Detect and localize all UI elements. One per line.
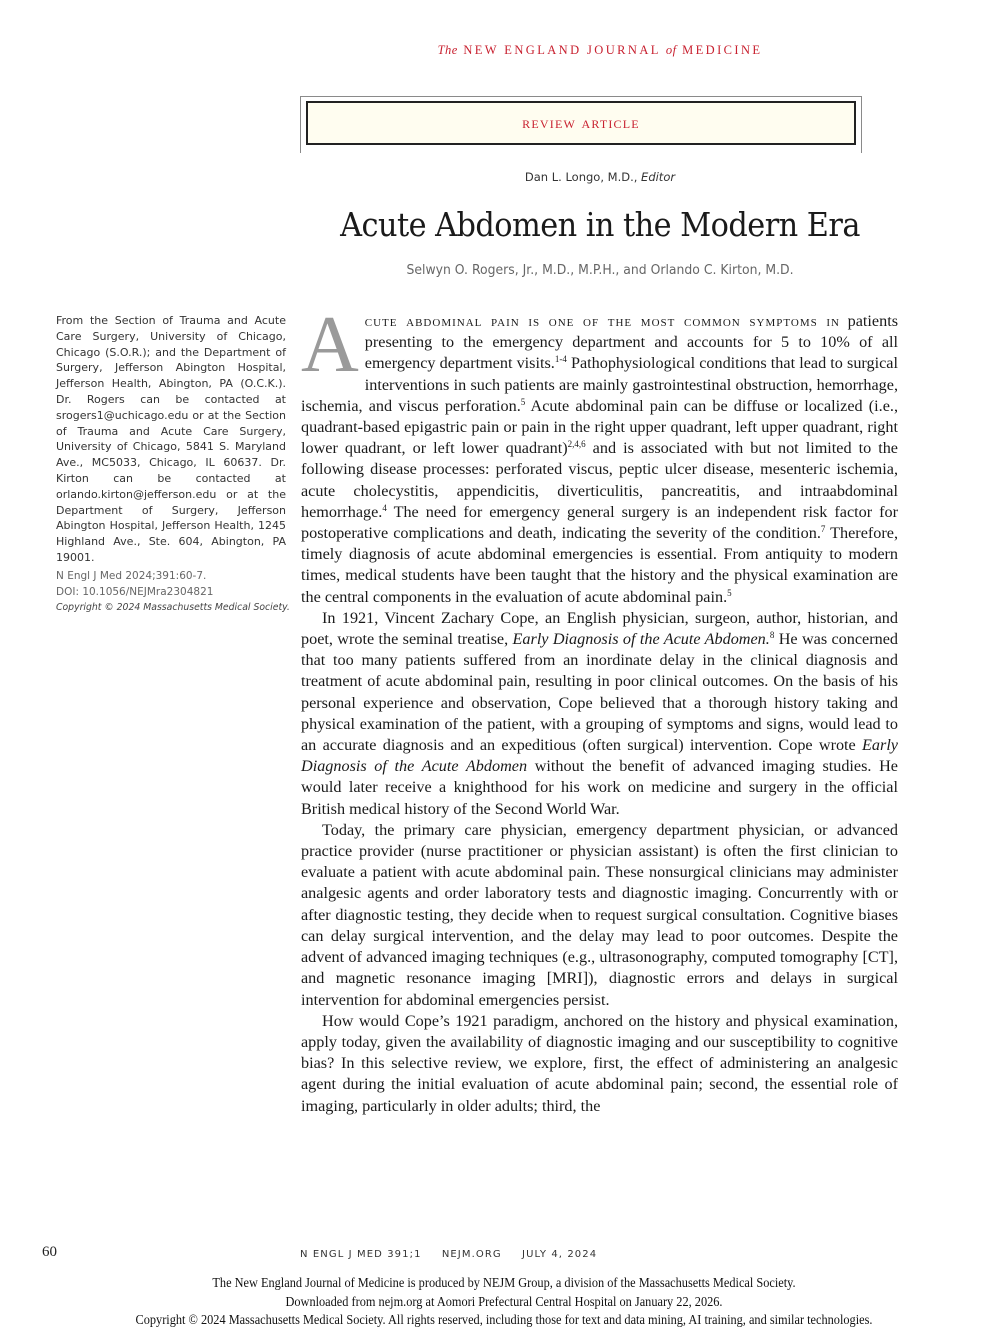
- paragraph-2: [301, 608, 898, 820]
- paragraph-1: [301, 301, 898, 608]
- reference-marker[interactable]: 4: [382, 502, 387, 513]
- text-run: Therefore, timely diagnosis of acute abdominal emergencies is essential. From antiquity to modern times, medical students have been taught that the history and the physical examination are the central components in the evaluation of acute abdominal pain.: [301, 524, 898, 606]
- masthead-of: of: [665, 43, 677, 57]
- text-run: The need for emergency general surgery is an independent risk factor for postoperative complications and death, indicating the severity of the condition.: [301, 502, 898, 543]
- reference-marker[interactable]: 1-4: [554, 354, 567, 365]
- page-number: 60: [42, 1244, 57, 1260]
- text-run: In 1921, Vincent Zachary Cope, an English physician, surgeon, author, historian, and poet, wrote the seminal treatise,: [301, 608, 898, 649]
- doi-link[interactable]: DOI: 10.1056/NEJMra2304821: [56, 586, 214, 598]
- download-notice: [0, 1274, 1008, 1330]
- editor-credit: [300, 170, 900, 184]
- paragraph-4: How would Cope’s 1921 paradigm, anchored on the history and physical examination, apply today, given the availability of diagnostic imaging and our susceptibility to cognitive bias? In this selective review, we explore, first, the effect of administering an analgesic agent during the initial evaluation of acute abdominal pain; second, the essential role of imaging, particularly in older adults; third, the: [301, 1011, 898, 1115]
- reference-marker[interactable]: 8: [769, 630, 775, 641]
- masthead-part1: NEW ENGLAND JOURNAL: [463, 43, 661, 57]
- reference-marker[interactable]: 7: [820, 524, 826, 535]
- website[interactable]: NEJM.ORG: [441, 1249, 502, 1260]
- reference-marker[interactable]: 5: [520, 396, 526, 407]
- article-title: Acute Abdomen in the Modern Era: [340, 205, 860, 244]
- notice-line-3: Copyright © 2024 Massachusetts Medical Society. All rights reserved, including those for text and data mining, AI training, and similar technologies.: [135, 1312, 873, 1327]
- article-authors: Selwyn O. Rogers, Jr., M.D., M.P.H., and Orlando C. Kirton, M.D.: [406, 262, 794, 278]
- affiliation-text: From the Section of Trauma and Acute Care Surgery, University of Chicago, Chicago (S.O.R.); and the Department of Surgery, Jefferson Abington Hospital, Jefferson Health, Abington, PA (O.C.K.). Dr. Rogers can be contacted at srogers1@uchicago.edu or at the Section of Trauma and Acute Care Surgery, University of Chicago, 5841 S. Maryland Ave., MC5033, Chicago, IL 60637. Dr. Kirton can be contacted at orlando.kirton@jefferson.edu or at the Department of Surgery, Jefferson Abington Hospital, Jefferson Health, 1245 Highland Ave., Ste. 604, Abington, PA 19001.: [56, 314, 286, 564]
- editor-role: Editor: [641, 170, 676, 184]
- article-body: [301, 301, 898, 1117]
- masthead-part2: MEDICINE: [682, 43, 763, 57]
- notice-line-1: The New England Journal of Medicine is produced by NEJM Group, a division of the Massachusetts Medical Society.: [212, 1275, 796, 1290]
- author-affiliations: [56, 313, 286, 566]
- running-footer: [300, 1249, 770, 1260]
- text-run: He was concerned that too many patients suffered from an inordinate delay in the clinical diagnosis and treatment of acute abdominal pain, resulting in poor clinical outcomes. On the basis of his personal experience and observation, Cope believed that a thorough history taking and physical examination of the patient, with a grouping of symptoms and signs, would lead to an accurate diagnosis and an expeditious (often surgical) intervention. Cope wrote: [301, 630, 898, 755]
- journal-masthead: [300, 43, 900, 58]
- text-run: and is associated with but not limited to the following disease processes: perforated viscus, peptic ulcer disease, mesenteric ischemia, acute cholecystitis, appendicitis, diverticulitis, pancreatitis, and intraabdominal hemorrhage.: [301, 439, 898, 521]
- book-title: Early Diagnosis of the Acute Abdomen.: [512, 630, 770, 649]
- section-label: review article: [522, 113, 640, 132]
- copyright-notice: Copyright © 2024 Massachusetts Medical Society.: [56, 602, 290, 613]
- section-banner: [306, 101, 856, 145]
- drop-cap: A: [301, 301, 359, 389]
- reference-marker[interactable]: 2,4,6: [567, 439, 586, 450]
- editor-name: Dan L. Longo, M.D.,: [524, 170, 638, 184]
- text-run: Acute abdominal pain can be diffuse or localized (i.e., quadrant-based epigastric pain or pain in the right upper quadrant, left upper quadrant, right lower quadrant, or left lower quadrant): [301, 396, 898, 458]
- issue-date: JULY 4, 2024: [522, 1249, 598, 1260]
- text-run: without the benefit of advanced imaging studies. He would later receive a knighthood for his work on medicine and surgery in the official British medical history of the Second World War.: [301, 757, 898, 818]
- reference-marker[interactable]: 5: [727, 587, 732, 598]
- text-run: Pathophysiological conditions that lead to surgical interventions in such patients are mainly gastrointestinal obstruction, hemorrhage, ischemia, and viscus perforation.: [301, 354, 898, 415]
- paragraph-3: Today, the primary care physician, emergency department physician, or advanced practice provider (nurse practitioner or physician assistant) is often the first clinician to evaluate a patient with acute abdominal pain. These nonsurgical clinicians may administer analgesic agents and order laboratory tests and diagnostic imaging. Concurrently with or after diagnostic testing, they decide when to request surgical consultation. Cognitive biases can delay surgical intervention, and the delay may lead to poor outcomes. Despite the advent of advanced imaging techniques (e.g., ultrasonography, computed tomography [CT], and magnetic resonance imaging [MRI]), diagnostic errors and delays in surgical intervention for abdominal emergencies persist.: [301, 820, 898, 1009]
- notice-line-2: Downloaded from nejm.org at Aomori Prefectural Central Hospital on January 22, 2026.: [285, 1293, 723, 1309]
- citation: N Engl J Med 2024;391:60-7.: [56, 570, 207, 582]
- citation-block: [56, 568, 296, 616]
- masthead-the: The: [437, 43, 458, 57]
- lead-in: cute abdominal pain is one of the most common symptoms in: [364, 312, 840, 330]
- text-run: patients presenting to the emergency department and accounts for 5 to 10% of all emergency department visits.: [364, 312, 898, 373]
- book-title: Early Diagnosis of the Acute Abdomen: [301, 736, 898, 776]
- journal-abbrev: N ENGL J MED 391;1: [300, 1249, 422, 1260]
